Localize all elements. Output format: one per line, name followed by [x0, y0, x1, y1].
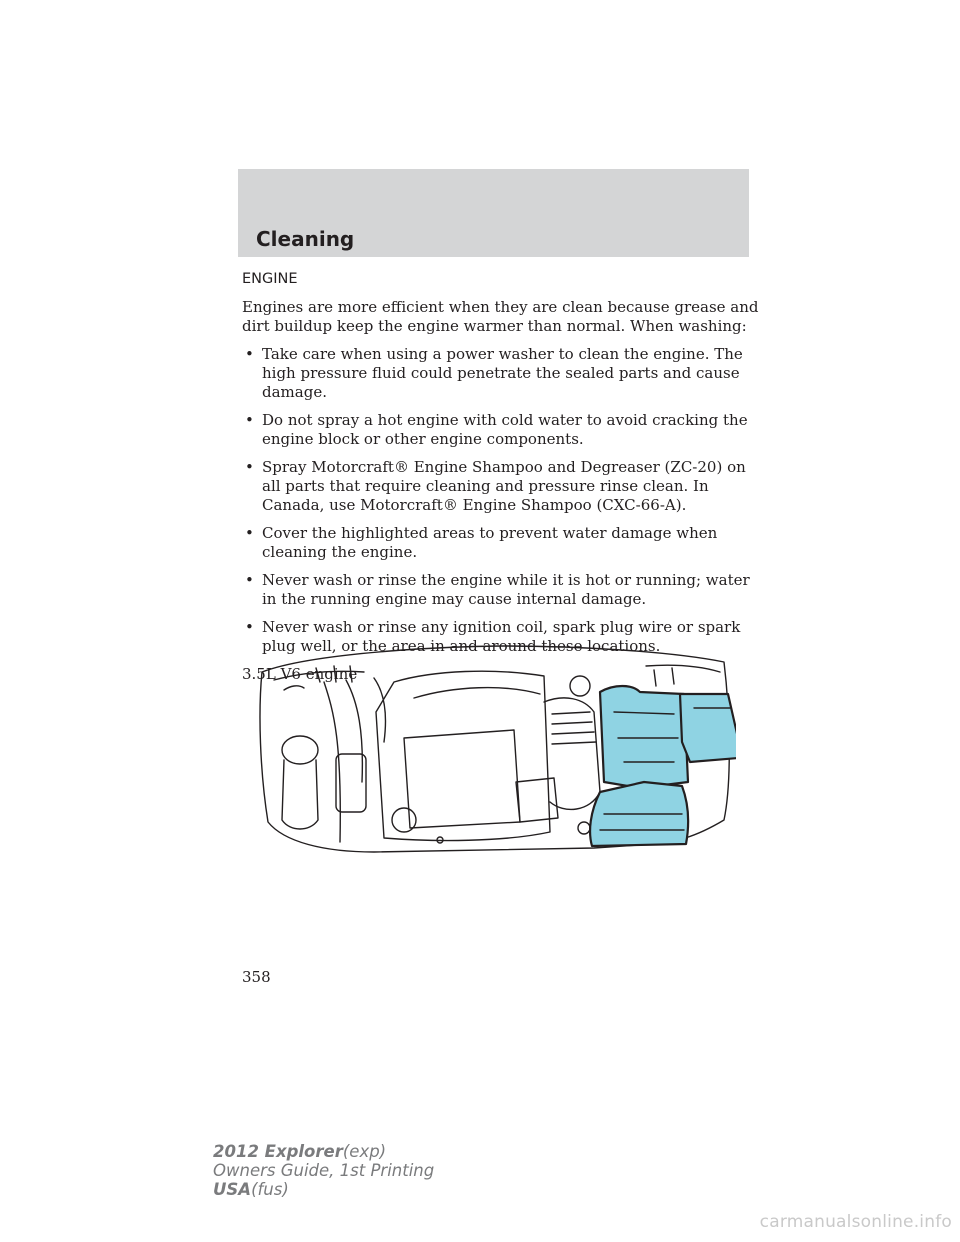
intro-paragraph: Engines are more efficient when they are clean because grease and dirt buildup keep the engine warmer than normal. When washing:: [242, 298, 759, 335]
bullet-icon: •: [245, 458, 254, 476]
page-content: [242, 270, 762, 684]
page-number: 358: [242, 968, 271, 986]
footer-line-3: [213, 1180, 434, 1199]
hoses-left: [324, 678, 386, 842]
coolant-reservoir-body: [282, 760, 318, 829]
footer-market: USA: [213, 1180, 252, 1199]
highlighted-fuse-box: [680, 694, 736, 762]
right-cowl-detail: [646, 665, 720, 686]
coolant-reservoir: [282, 736, 318, 764]
print-footer: [213, 1142, 434, 1199]
engine-heading: ENGINE: [242, 271, 298, 287]
engine-cover-ridge: [414, 688, 540, 698]
highlighted-areas: [590, 686, 736, 846]
engine-compartment-diagram: [254, 642, 736, 856]
list-item: [242, 524, 762, 562]
bullet-icon: •: [245, 524, 254, 542]
footer-model-code: (exp): [342, 1142, 387, 1161]
list-item-text: Spray Motorcraft® Engine Shampoo and Degreaser (ZC-20) on all parts that require cleaning and pressure rinse clean. In Canada, use Motorcraft® Engine Shampoo (CXC-66-A).: [262, 458, 746, 514]
site-watermark: carmanualsonline.info: [759, 1212, 952, 1232]
bullet-icon: •: [245, 571, 254, 589]
throttle-body-detail: [516, 778, 558, 822]
intake-corrugations: [552, 712, 596, 744]
bullet-icon: •: [245, 411, 254, 429]
list-item-text: Never wash or rinse the engine while it is hot or running; water in the running engine may cause internal damage.: [262, 571, 750, 608]
oil-fill-cap: [392, 808, 416, 832]
engine-cover: [376, 671, 550, 840]
bullet-icon: •: [245, 618, 254, 636]
list-item: [242, 345, 762, 402]
washing-instructions-list: [242, 345, 762, 656]
list-item: [242, 411, 762, 449]
footer-line-2: Owners Guide, 1st Printing: [213, 1161, 435, 1180]
bullet-icon: •: [245, 345, 254, 363]
footer-line-1: [213, 1142, 434, 1161]
list-item-text: Take care when using a power washer to clean the engine. The high pressure fluid could penetrate the sealed parts and cause damage.: [262, 345, 743, 401]
list-item: [242, 571, 762, 609]
list-item-text: Never wash or rinse any ignition coil, spark plug wire or spark plug well, or the area in and around these locations.: [262, 618, 741, 655]
highlighted-air-filter-box: [600, 686, 688, 788]
diagram-caption: 3.5L V6 engine: [242, 665, 358, 683]
fill-cap-right: [570, 676, 590, 696]
footer-market-code: (fus): [251, 1180, 289, 1199]
washer-reservoir: [578, 822, 590, 834]
footer-model: 2012 Explorer: [213, 1142, 343, 1161]
list-item-text: Do not spray a hot engine with cold water to avoid cracking the engine block or other engine components.: [262, 411, 748, 448]
section-title: Cleaning: [256, 227, 355, 251]
engine-cover-panel: [404, 730, 520, 828]
section-header-band: [238, 169, 749, 257]
list-item: [242, 458, 762, 515]
list-item-text: Cover the highlighted areas to prevent water damage when cleaning the engine.: [262, 524, 718, 561]
left-cowl-detail: [274, 666, 364, 690]
